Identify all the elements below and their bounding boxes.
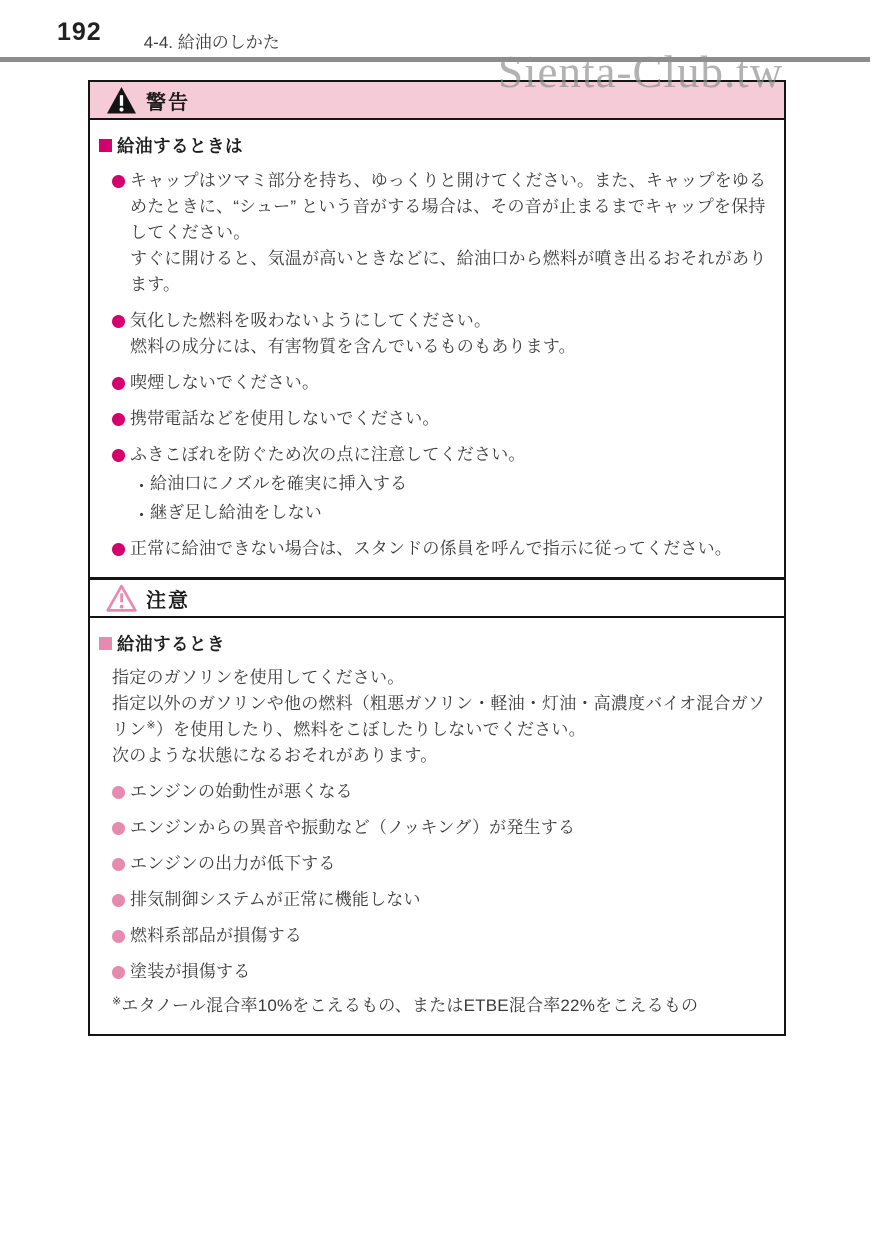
bullet-icon <box>112 168 130 194</box>
bullet-icon: ・ <box>133 476 150 496</box>
caution-subheading-text: 給油するとき <box>117 634 225 654</box>
item-text: エンジンの出力が低下する <box>130 854 336 873</box>
warning-subheading-text: 給油するときは <box>117 136 243 156</box>
item-text: 継ぎ足し給油をしない <box>150 503 322 522</box>
bullet-icon <box>112 536 130 562</box>
bullet-icon <box>112 442 130 468</box>
bullet-icon: ・ <box>133 505 150 525</box>
bullet-icon <box>112 406 130 432</box>
bullet-icon <box>112 246 130 272</box>
item-text: 排気制御システムが正常に機能しない <box>130 890 421 909</box>
list-item <box>112 887 774 913</box>
list-item <box>112 815 774 841</box>
item-text: 給油口にノズルを確実に挿入する <box>150 474 408 493</box>
item-text: すぐに開けると、気温が高いときなどに、給油口から燃料が噴き出るおそれがあります。 <box>130 249 767 294</box>
bullet-icon <box>112 308 130 334</box>
caution-title: 注意 <box>146 589 190 612</box>
warning-body <box>90 120 784 577</box>
list-item <box>112 993 774 1019</box>
list-item <box>112 923 774 949</box>
list-item <box>112 743 774 769</box>
watermark: Sienta-Club.tw <box>498 47 784 97</box>
caution-header <box>90 580 784 618</box>
warning-triangle-icon <box>106 86 137 115</box>
bullet-icon <box>112 815 130 841</box>
item-text: 気化した燃料を吸わないようにしてください。 <box>130 311 492 330</box>
item-text: 正常に給油できない場合は、スタンドの係員を呼んで指示に従ってください。 <box>130 539 732 558</box>
list-item <box>112 168 774 246</box>
list-item <box>112 246 774 298</box>
page-header <box>57 18 280 54</box>
caution-subheading <box>99 631 774 656</box>
bullet-icon <box>112 923 130 949</box>
caution-box <box>88 578 786 1036</box>
item-text: 塗装が損傷する <box>130 962 251 981</box>
page-number: 192 <box>57 18 102 46</box>
caution-body <box>90 618 784 1034</box>
square-bullet-icon <box>99 139 112 152</box>
item-text: 指定以外のガソリンや他の燃料（粗悪ガソリン・軽油・灯油・高濃度バイオ混合ガソリン※）を使用したり、燃料をこぼしたりしないでください。 <box>112 694 766 739</box>
list-item <box>112 959 774 985</box>
list-item <box>112 500 774 526</box>
item-text: 携帯電話などを使用しないでください。 <box>130 409 440 428</box>
bullet-icon <box>112 851 130 877</box>
warning-box <box>88 80 786 579</box>
bullet-icon <box>112 779 130 805</box>
item-text: 次のような状態になるおそれがあります。 <box>112 746 438 765</box>
warning-item-list <box>112 168 774 562</box>
item-text: ふきこぼれを防ぐため次の点に注意してください。 <box>130 445 526 464</box>
section-title: 4-4. 給油のしかた <box>143 33 280 52</box>
list-item <box>112 370 774 396</box>
list-item <box>112 442 774 468</box>
item-text: エンジンからの異音や振動など（ノッキング）が発生する <box>130 818 576 837</box>
list-item <box>112 308 774 334</box>
caution-item-list <box>112 665 774 1019</box>
list-item <box>112 851 774 877</box>
list-item <box>112 334 774 360</box>
square-bullet-icon <box>99 637 112 650</box>
item-text: 燃料系部品が損傷する <box>130 926 302 945</box>
item-text: キャップはツマミ部分を持ち、ゆっくりと開けてください。また、キャップをゆるめたときに、“シュー” という音がする場合は、その音が止まるまでキャップを保持してください。 <box>130 171 767 242</box>
list-item <box>112 471 774 497</box>
item-text: ※エタノール混合率10%をこえるもの、またはETBE混合率22%をこえるもの <box>112 995 699 1015</box>
caution-triangle-icon <box>106 584 137 613</box>
list-item <box>112 406 774 432</box>
item-text: 燃料の成分には、有害物質を含んでいるものもあります。 <box>130 337 576 356</box>
list-item <box>112 691 774 743</box>
list-item <box>112 779 774 805</box>
warning-subheading <box>99 133 774 158</box>
bullet-icon <box>112 887 130 913</box>
item-text: エンジンの始動性が悪くなる <box>130 782 353 801</box>
list-item <box>112 665 774 691</box>
bullet-icon <box>112 959 130 985</box>
item-text: 喫煙しないでください。 <box>130 373 320 392</box>
list-item <box>112 536 774 562</box>
bullet-icon <box>112 370 130 396</box>
warning-title: 警告 <box>146 91 190 114</box>
item-text: 指定のガソリンを使用してください。 <box>112 668 405 687</box>
bullet-icon <box>112 334 130 360</box>
